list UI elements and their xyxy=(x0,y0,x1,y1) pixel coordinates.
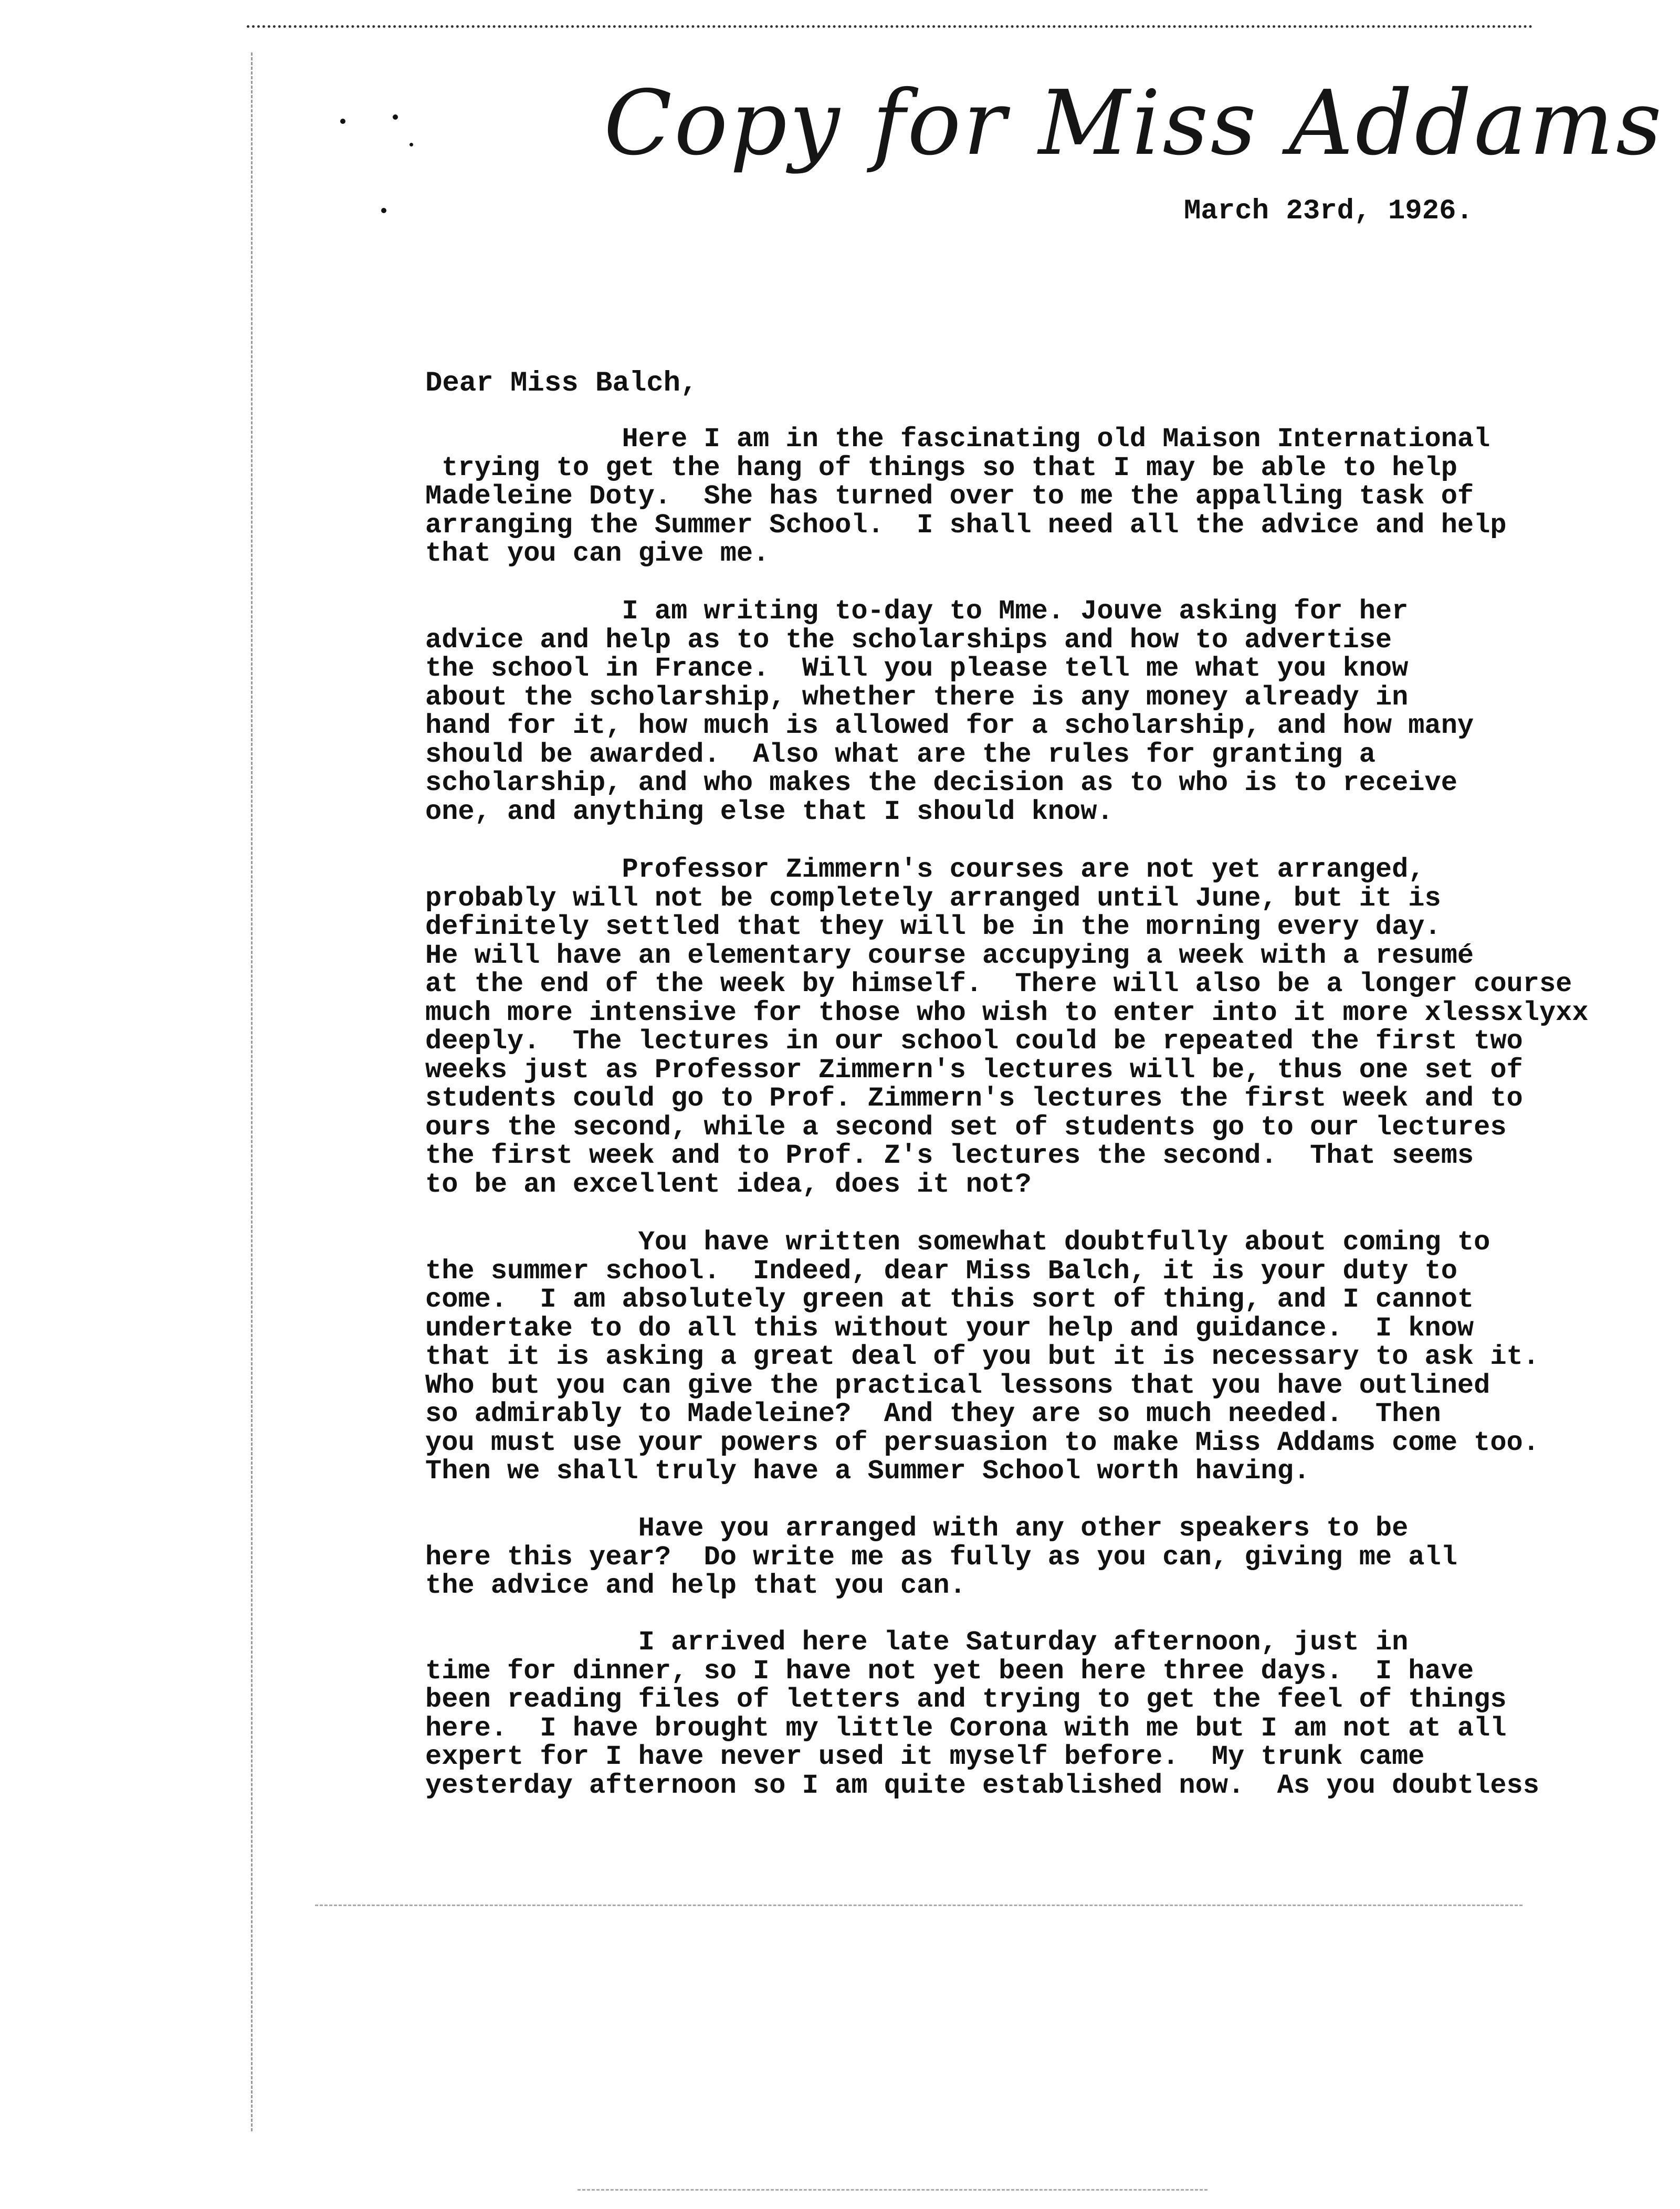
letter-date: March 23rd, 1926. xyxy=(1184,195,1473,227)
left-margin-line xyxy=(251,52,253,2131)
margin-dot xyxy=(340,119,345,124)
margin-dot xyxy=(381,208,386,213)
paragraph-3: Professor Zimmern's courses are not yet arranged, probably will not be completely arranged until June, but it is definitely settled that they will be in the morning every day. He will have an elementary course accupying a week with a resumé at the end of the week by himself. There will also be a longer course much more intensive for those who wish to enter into it more xlessxlyxx deeply. The lectures in our school could be repeated the first two weeks just as Professor Zimmern's lectures will be, thus one set of students could go to Prof. Zimmern's lectures the first week and to ours the second, while a second set of students go to our lectures the first week and to Prof. Z's lectures the second. That seems to be an excellent idea, does it not? xyxy=(425,854,1589,1200)
salutation: Dear Miss Balch, xyxy=(425,367,698,399)
paragraph-1: Here I am in the fascinating old Maison International trying to get the hang of things so that I may be able to help Madeleine Doty. She has turned over to me the appalling task of arranging the Summer School. I shall need all the advice and help that you can give me. xyxy=(425,424,1507,569)
paragraph-5: Have you arranged with any other speakers to be here this year? Do write me as fully as you can, giving me all the advice and help that you can. xyxy=(425,1513,1457,1601)
paragraph-2: I am writing to-day to Mme. Jouve asking for her advice and help as to the scholarships and how to advertise the school in France. Will you please tell me what you know about the scholarship, whether there is any money already in hand for it, how much is allowed for a scholarship, and how many should be awarded. Also what are the rules for granting a scholarship, and who makes the decision as to who is to receive one, and anything else that I should know. xyxy=(425,596,1474,827)
bottom-scan-edge-lower xyxy=(578,2189,1208,2191)
margin-dot xyxy=(393,114,398,120)
top-scan-edge xyxy=(247,25,1533,28)
bottom-scan-edge xyxy=(315,1905,1522,1906)
paragraph-6: I arrived here late Saturday afternoon, just in time for dinner, so I have not yet been here three days. I have been reading files of letters and trying to get the feel of things here. I have brought my little Corona with me but I am not at all expert for I have never used it myself before. My trunk came yesterday afternoon so I am quite established now. As you doubtless xyxy=(425,1627,1539,1801)
margin-dot xyxy=(410,143,413,146)
handwritten-annotation: Copy for Miss Addams xyxy=(604,71,1664,175)
paragraph-4: You have written somewhat doubtfully about coming to the summer school. Indeed, dear Miss Balch, it is your duty to come. I am absolutely green at this sort of thing, and I cannot undertake to do all this without your help and guidance. I know that it is asking a great deal of you but it is necessary to ask it. Who but you can give the practical lessons that you have outlined so admirably to Madeleine? And they are so much needed. Then you must use your powers of persuasion to make Miss Addams come too. Then we shall truly have a Summer School worth having. xyxy=(425,1227,1539,1487)
